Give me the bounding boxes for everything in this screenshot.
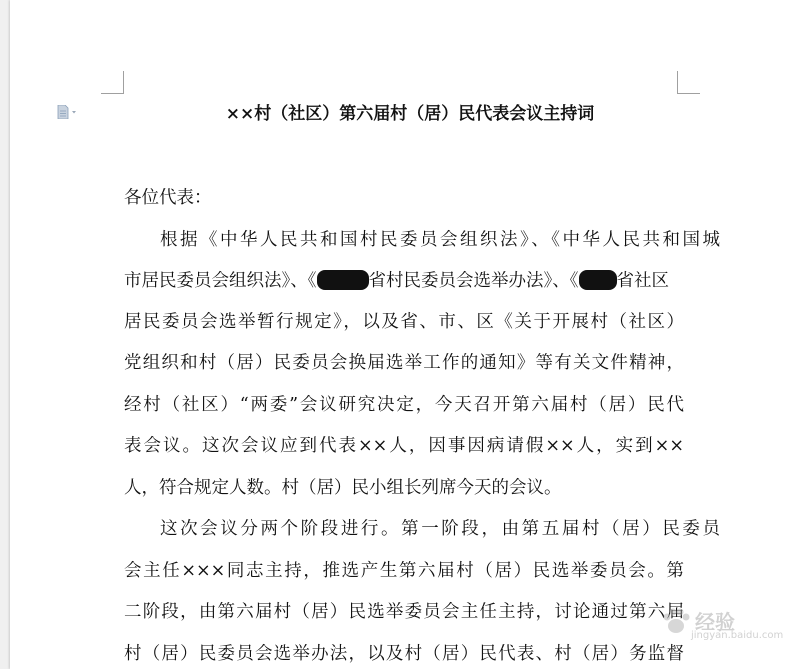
paw-icon bbox=[661, 606, 691, 636]
paragraph-text: 省村民委员会选举办法》、《 bbox=[368, 271, 579, 291]
redaction-mark bbox=[317, 270, 369, 290]
watermark-text: 经验 bbox=[695, 610, 735, 634]
document-title: ××村（社区）第六届村（居）民代表会议主持词 bbox=[225, 104, 595, 124]
paragraph-line: 人，符合规定人数。村（居）民小组长列席今天的会议。 bbox=[124, 478, 562, 498]
paragraph-line: 会主任×××同志主持，推选产生第六届村（居）民选举委员会。第 bbox=[124, 561, 684, 581]
paragraph-line: 经村（社区）“两委”会议研究决定，今天召开第六届村（居）民代 bbox=[124, 395, 684, 415]
paragraph-line: 这次会议分两个阶段进行。第一阶段，由第五届村（居）民委员 bbox=[160, 519, 720, 539]
paragraph-line bbox=[124, 270, 684, 292]
redaction-mark bbox=[579, 270, 617, 290]
greeting-line: 各位代表： bbox=[124, 188, 212, 208]
document-icon[interactable] bbox=[56, 105, 84, 119]
document-page bbox=[10, 0, 793, 669]
paragraph-text: 市居民委员会组织法》、《 bbox=[124, 271, 317, 291]
watermark-url: jingyan.baidu.com bbox=[691, 630, 784, 641]
paragraph-line: 根据《中华人民共和国村民委员会组织法》、《中华人民共和国城 bbox=[160, 230, 720, 250]
paragraph-line: 二阶段，由第六届村（居）民选举委员会主任主持，讨论通过第六届 bbox=[124, 602, 684, 622]
margin-corner-top-left bbox=[101, 71, 124, 94]
paragraph-line: 村（居）民委员会选举办法，以及村（居）民代表、村（居）务监督 bbox=[124, 644, 684, 664]
paragraph-text: 省社区 bbox=[616, 271, 669, 291]
paragraph-line: 居民委员会选举暂行规定》，以及省、市、区《关于开展村（社区） bbox=[124, 312, 684, 332]
paragraph-line: 党组织和村（居）民委员会换届选举工作的通知》等有关文件精神， bbox=[124, 353, 684, 373]
watermark bbox=[661, 604, 784, 644]
margin-corner-top-right bbox=[677, 71, 700, 94]
paragraph-line: 表会议。这次会议应到代表××人，因事因病请假××人，实到×× bbox=[124, 436, 684, 456]
